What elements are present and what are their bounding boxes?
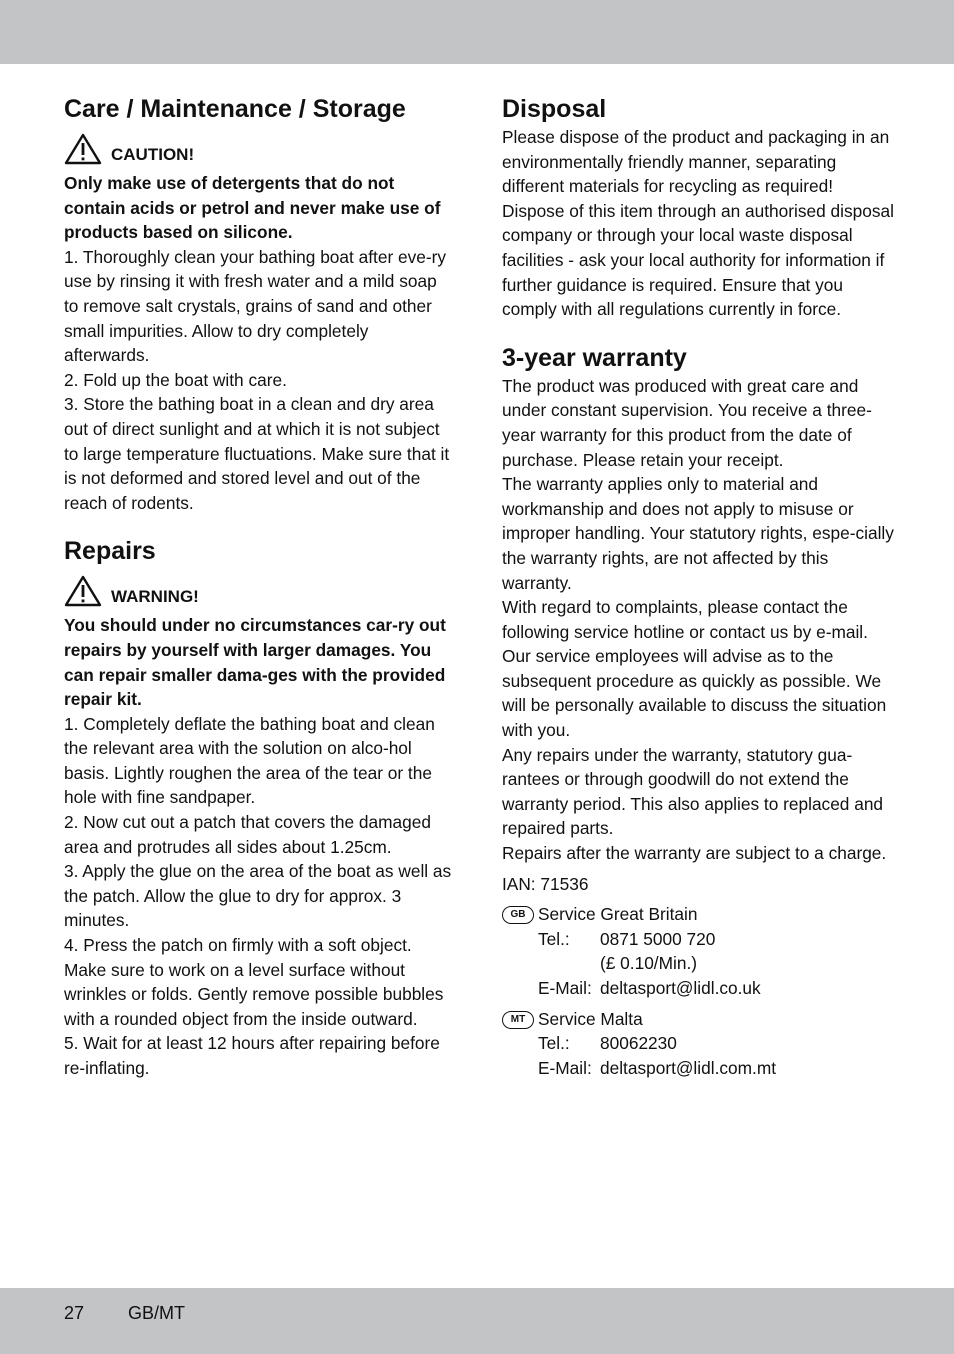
- email-address[interactable]: deltasport@lidl.co.uk: [600, 978, 761, 998]
- gb-badge-icon: GB: [502, 906, 534, 924]
- warranty-paragraph-5: Repairs after the warranty are subject to a charge.: [502, 843, 887, 864]
- service-name: Service Malta: [538, 1008, 643, 1029]
- repair-step-1: 1. Completely deflate the bathing boat and clean the relevant area with the solution on alco-hol basis. Lightly roughen the area of the tear or the hole with fine sandpaper.: [64, 713, 435, 808]
- repair-step-4: 4. Press the patch on firmly with a soft object. Make sure to work on a level surface without wrinkles or folds. Gently remove possible bubbles with a rounded object from the inside outward.: [64, 935, 444, 1029]
- warning-label: WARNING!: [111, 587, 199, 607]
- care-heading: Care / Maintenance / Storage: [64, 95, 406, 123]
- email-address[interactable]: deltasport@lidl.com.mt: [600, 1057, 777, 1078]
- tel-note: (£ 0.10/Min.): [600, 953, 698, 974]
- email-label: E-Mail:: [538, 1057, 592, 1078]
- disposal-heading: Disposal: [502, 95, 607, 123]
- language-code: GB/MT: [128, 1303, 185, 1323]
- caution-row: [64, 131, 452, 165]
- warning-triangle-icon: [64, 575, 102, 607]
- warning-text: You should under no circumstances car-ry out repairs by yourself with larger damages. You can repair smaller dama-ges with the provided repair kit.: [64, 615, 446, 710]
- page-number: 27: [64, 1303, 85, 1323]
- right-column: [502, 93, 894, 1080]
- caution-label: CAUTION!: [111, 145, 195, 164]
- caution-text: Only make use of detergents that do not contain acids or petrol and never make use of products based on silicone.: [64, 173, 441, 243]
- ian-number: IAN: 71536: [502, 873, 589, 894]
- header-band: [0, 0, 954, 64]
- care-step-1: 1. Thoroughly clean your bathing boat after eve-ry use by rinsing it with fresh water and a mild soap to remove salt crystals, grains of sand and other small impurities. Allow to dry completely afterwards.: [64, 246, 447, 366]
- warranty-heading: 3-year warranty: [502, 343, 687, 372]
- warranty-paragraph-2: The warranty applies only to material and workmanship and does not apply to misuse or improper handling. Your statutory rights, espe-cially the warranty rights, are not affected by this warranty.: [502, 474, 894, 593]
- tel-number[interactable]: 0871 5000 720: [600, 928, 716, 949]
- warning-triangle-icon: [64, 133, 102, 165]
- repair-step-3: 3. Apply the glue on the area of the boat as well as the patch. Allow the glue to dry for approx. 3 minutes.: [64, 861, 452, 931]
- repairs-heading: Repairs: [64, 537, 156, 566]
- warranty-paragraph-1: The product was produced with great care and under constant supervision. You receive a three-year warranty for this product from the date of purchase. Please retain your receipt.: [502, 375, 872, 470]
- tel-label: Tel.:: [538, 928, 570, 949]
- warranty-paragraph-4: Any repairs under the warranty, statutory gua-rantees or through goodwill do not extend the warranty period. This also applies to replaced and repaired parts.: [502, 744, 884, 839]
- email-label: E-Mail:: [538, 978, 592, 998]
- left-column: [64, 93, 452, 1081]
- repair-step-2: 2. Now cut out a patch that covers the damaged area and protrudes all sides about 1.25cm.: [64, 812, 431, 857]
- warning-row: [64, 573, 452, 607]
- mt-badge-icon: MT: [502, 1011, 534, 1029]
- tel-label: Tel.:: [538, 1033, 570, 1054]
- care-step-2: 2. Fold up the boat with care.: [64, 369, 287, 390]
- service-gb: [502, 902, 894, 1000]
- service-name: Service Great Britain: [538, 904, 698, 925]
- warranty-paragraph-3: With regard to complaints, please contact the following service hotline or contact us by e-mail. Our service employees will advise as to the subsequent procedure as quickly as possible. We will be personally available to discuss the situation with you.: [502, 597, 887, 741]
- disposal-text: Please dispose of the product and packaging in an environmentally friendly manner, separating different materials for recycling as required! Dispose of this item through an authorised disposal company or through your local waste disposal facilities - ask your local authority for information if further guidance is required. Ensure that you comply with all regulations currently in force.: [502, 127, 894, 320]
- repair-step-5: 5. Wait for at least 12 hours after repairing before re-inflating.: [64, 1033, 440, 1078]
- tel-number[interactable]: 80062230: [600, 1033, 677, 1054]
- service-mt: [502, 1007, 894, 1081]
- care-step-3: 3. Store the bathing boat in a clean and dry area out of direct sunlight and at which it is not subject to large temperature fluctuations. Make sure that it is not deformed and stored level and out of the reach of rodents.: [64, 394, 450, 513]
